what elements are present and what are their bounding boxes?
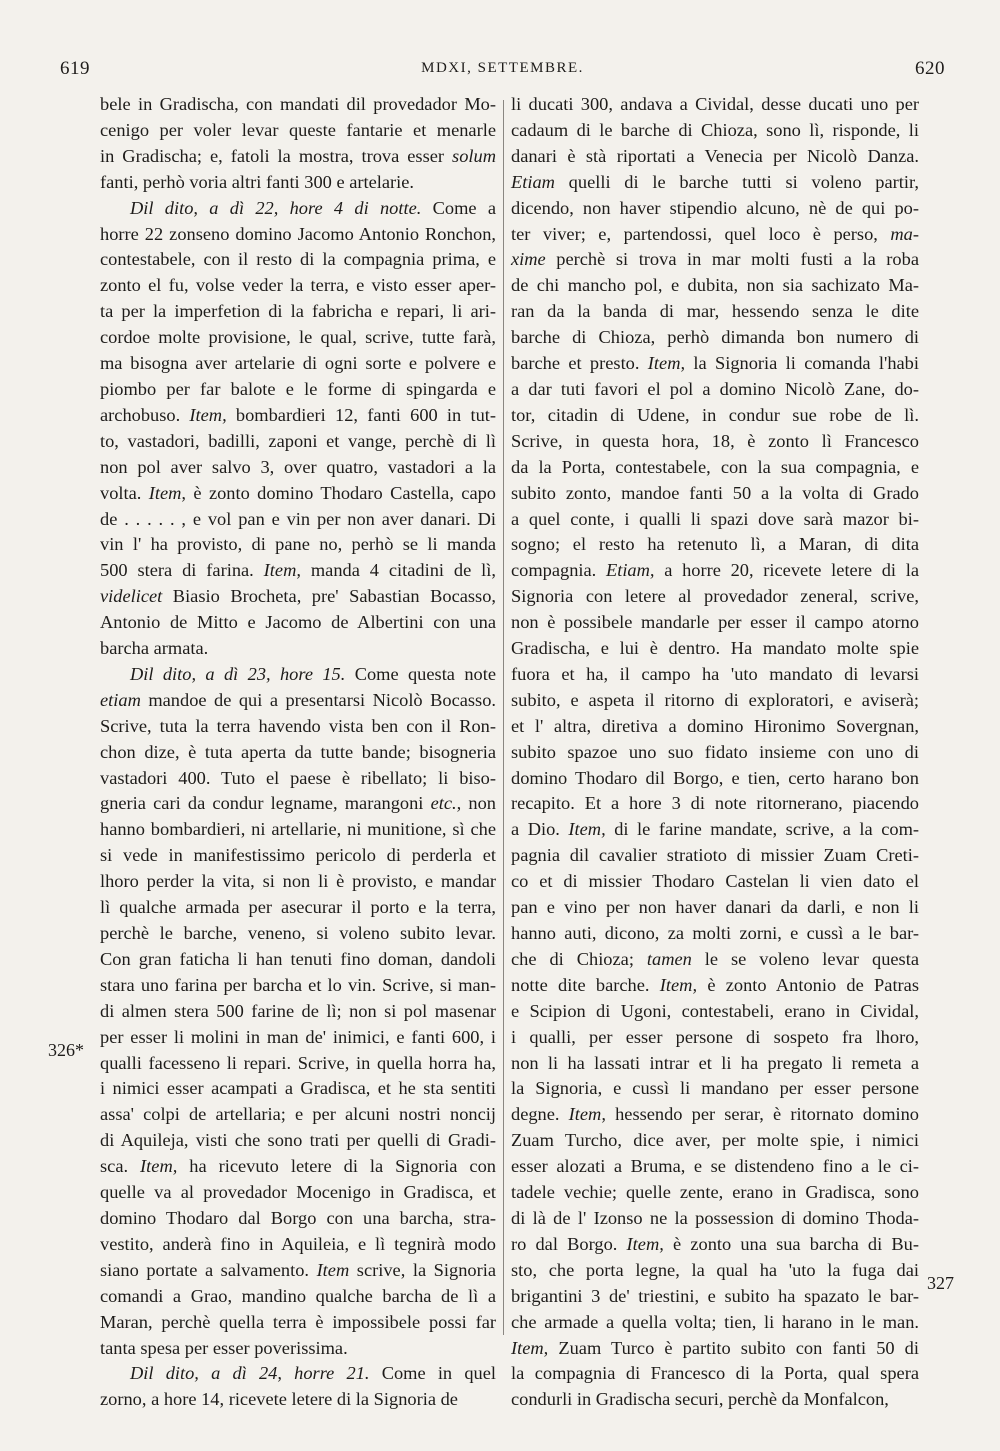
italic-text: etiam	[100, 689, 141, 710]
text-segment: ma bisogna aver artelarie di ogni sorte e polvere e	[100, 353, 496, 374]
text-line	[100, 584, 496, 610]
text-segment: sto, che porta legne, la qual ha 'uto la fuga dai	[511, 1259, 919, 1280]
text-line	[100, 688, 496, 714]
text-segment: barche et presto.	[511, 353, 648, 374]
text-segment: non è possibele mandarle per esser il campo atorno	[511, 612, 919, 633]
text-segment: mandoe de qui a presentarsi Nicolò Bocasso.	[140, 689, 496, 710]
text-segment: cordoe molte provisione, le qual, scrive, tutte farà,	[100, 327, 496, 348]
text-line	[511, 351, 919, 377]
text-segment: è zonto una sua barcha di Bu-	[663, 1233, 919, 1254]
italic-text: Dil dito, a dì 23, hore 15.	[130, 663, 346, 684]
text-line	[511, 1310, 919, 1336]
text-segment: Scrive, in questa hora, 18, è zonto lì Francesco	[511, 430, 919, 451]
italic-text: solum	[452, 145, 496, 166]
text-line	[100, 532, 496, 558]
text-segment: ran da la banda di mar, hessendo senza le dite	[511, 301, 919, 322]
text-line	[100, 662, 496, 688]
text-segment: assa' colpi de artellaria; e per alcuni nostri noncij	[100, 1104, 496, 1125]
text-line	[511, 507, 919, 533]
italic-text: Item,	[511, 1337, 549, 1358]
text-line	[100, 377, 496, 403]
text-segment: bombardieri 12, fanti 600 in tut-	[226, 404, 496, 425]
text-segment: vin l' ha provisto, di pane no, perhò se li manda	[100, 534, 496, 555]
text-segment: hanno auti, dicono, za molti zorni, e cussì a le bar-	[511, 923, 919, 943]
text-line	[511, 610, 919, 636]
italic-text: Item,	[659, 974, 698, 995]
text-line	[511, 973, 919, 999]
text-line	[511, 558, 919, 584]
text-line	[511, 791, 919, 817]
text-line	[511, 1180, 919, 1206]
italic-text: tamen	[646, 948, 692, 969]
text-line	[100, 1206, 496, 1232]
text-line	[100, 1076, 496, 1102]
running-title: MDXI, SETTEMBRE.	[421, 60, 584, 76]
margin-number-right: 327	[927, 1273, 954, 1293]
text-line	[511, 766, 919, 792]
text-line	[511, 584, 919, 610]
margin-number-left: 326*	[48, 1040, 84, 1060]
text-line	[511, 118, 919, 144]
text-segment: et l' altra, diretiva a domino Hironimo Sovergnan,	[511, 715, 919, 736]
text-line	[100, 1387, 496, 1413]
text-segment: tadele vechie; quelle zente, erano in Gradisca, sono	[511, 1182, 919, 1203]
italic-text: Item,	[263, 560, 301, 581]
text-segment: Zuam Turcho, dice aver, per molte spie, i nimici	[511, 1130, 919, 1151]
text-line	[100, 1361, 496, 1387]
text-line	[511, 662, 919, 688]
italic-text: Item,	[647, 353, 686, 374]
text-line	[511, 921, 919, 947]
text-segment: to, vastadori, badilli, zaponi et vange, perchè di lì	[100, 430, 496, 451]
text-segment: a Dio.	[511, 819, 569, 840]
text-segment: bele in Gradischa, con mandati dil provedador Mo-	[100, 94, 496, 114]
text-line	[511, 1258, 919, 1284]
text-line	[100, 429, 496, 455]
text-segment: vastadori 400. Tuto el paese è ribellato; li biso-	[100, 767, 496, 788]
text-segment: hanno bombardieri, ni artellarie, ni munitione, sì che	[100, 819, 496, 840]
text-segment: Con gran faticha li han tenuti fino doman, dandoli	[100, 948, 496, 969]
text-segment: piombo per far balote e le forme di spingarda e	[100, 378, 496, 399]
text-segment: de chi mancho pol, e dubita, non sia sachizato Ma-	[511, 275, 919, 296]
text-segment: i nimici esser acampati a Gradisca, et he sta sentiti	[100, 1078, 496, 1099]
text-segment: quelli di le barche tutti si voleno partir,	[554, 171, 919, 192]
text-segment: ha ricevuto letere di la Signoria con	[177, 1156, 496, 1177]
text-segment: si vede in manifestissimo pericolo di perderla et	[100, 845, 496, 866]
text-line	[100, 1051, 496, 1077]
text-segment: gneria cari da condur legname, marangoni	[100, 793, 431, 814]
text-segment: cadaum di le barche di Chioza, sono lì, risponde, li	[511, 119, 919, 140]
text-line	[511, 144, 919, 170]
text-segment: subito zonto, mandoe fanti 50 a la volta di Grado	[511, 482, 919, 503]
text-segment: i qualli, per esser persone di sospeto fra lhoro,	[511, 1026, 919, 1047]
text-segment: hessendo per serar, è ritornato domino	[605, 1104, 919, 1125]
text-line	[511, 817, 919, 843]
text-segment: per esser li molini in man de' inimici, e fanti 600, i	[100, 1026, 496, 1047]
text-line	[511, 196, 919, 222]
page-number-left: 619	[60, 58, 90, 79]
text-segment: archobuso.	[100, 404, 190, 425]
text-segment: è zonto domino Thodaro Castella, capo	[186, 482, 497, 503]
text-segment: siano portate a salvamento.	[100, 1259, 317, 1280]
text-segment: dicendo, non haver stipendio alcuno, nè de qui po-	[511, 197, 919, 218]
text-line	[511, 377, 919, 403]
text-line	[100, 1336, 496, 1362]
italic-text: Item,	[140, 1156, 178, 1177]
text-line	[511, 1284, 919, 1310]
text-segment: manda 4 citadini de lì,	[300, 560, 496, 581]
text-line	[511, 843, 919, 869]
text-line	[100, 766, 496, 792]
text-segment: domino Thodaro dil Borgo, e tien, certo harano bon	[511, 767, 919, 788]
text-line	[511, 1232, 919, 1258]
text-line	[100, 1154, 496, 1180]
text-segment: fanti, perhò voria altri fanti 300 e artelarie.	[100, 171, 415, 192]
text-segment: di là de l' Izonso ne la possession di domino Thoda-	[511, 1207, 919, 1228]
column-divider	[503, 100, 504, 1335]
text-segment: fuora et ha, il campo ha 'uto mandato di levarsi	[511, 663, 919, 684]
text-segment: perchè si trova in mar molti fusti a la roba	[545, 249, 919, 270]
text-line	[511, 299, 919, 325]
italic-text: Etiam	[511, 171, 555, 192]
text-line	[511, 247, 919, 273]
text-segment: la compagnia di Francesco di la Porta, qual spera	[511, 1363, 919, 1384]
text-line	[511, 273, 919, 299]
text-segment: lhoro perder la vita, si non li è provisto, e mandar	[100, 871, 496, 892]
text-segment: che di Chioza;	[511, 948, 647, 969]
text-segment: di le farine mandate, scrive, a la com-	[605, 819, 919, 840]
text-line	[100, 118, 496, 144]
text-line	[511, 1128, 919, 1154]
text-segment: non	[461, 793, 497, 814]
text-line	[100, 714, 496, 740]
text-line	[100, 1128, 496, 1154]
text-segment: scrive, la Signoria	[349, 1259, 496, 1280]
text-segment: Scrive, tuta la terra havendo vista ben con il Ron-	[100, 715, 496, 736]
text-line	[511, 1025, 919, 1051]
text-segment: degne.	[511, 1104, 569, 1125]
text-segment: Come a	[421, 197, 496, 218]
text-line	[100, 895, 496, 921]
text-segment: Come questa note	[345, 663, 496, 684]
text-segment: recapito. Et a hore 3 di note ritornerano, piacendo	[511, 793, 919, 814]
italic-text: Dil dito, a dì 24, horre 21.	[130, 1363, 370, 1384]
text-line	[100, 325, 496, 351]
text-line	[511, 1336, 919, 1362]
text-segment: a quel conte, i qualli li spazi dove sarà mazor bi-	[511, 508, 919, 529]
text-segment: notte dite barche.	[511, 974, 660, 995]
text-segment: a horre 20, ricevete letere di la	[654, 560, 919, 581]
text-segment: pagnia dil cavalier stratioto di missier Zuam Creti-	[511, 845, 919, 866]
text-line	[511, 999, 919, 1025]
text-segment: non pol aver salvo 3, over quatro, vastadori a la	[100, 456, 496, 477]
text-segment: a dar tuti favori el pol a domino Nicolò Zane, do-	[511, 378, 919, 399]
left-column	[100, 92, 496, 1413]
text-line	[511, 895, 919, 921]
text-line	[511, 455, 919, 481]
text-segment: chon dize, è tuta aperta da tutte bande; bisogneria	[100, 741, 496, 762]
right-column	[511, 92, 919, 1413]
text-line	[511, 532, 919, 558]
italic-text: Item,	[568, 819, 606, 840]
text-line	[100, 843, 496, 869]
text-segment: ter viver; e, partendossi, quel loco è perso,	[511, 223, 891, 244]
text-segment: vestito, anderà fino in Aquileia, e lì tegnirà modo	[100, 1233, 496, 1254]
text-segment: volta.	[100, 482, 149, 503]
text-line	[511, 481, 919, 507]
text-segment: li ducati 300, andava a Cividal, desse ducati uno per	[511, 94, 919, 114]
text-segment: Biasio Brocheta, pre' Sabastian Bocasso,	[162, 586, 496, 607]
text-line	[100, 947, 496, 973]
text-line	[511, 636, 919, 662]
page-number-right: 620	[915, 58, 945, 79]
text-segment: pan e vino per non haver danari da darli, e non li	[511, 897, 919, 918]
text-line	[100, 1180, 496, 1206]
text-segment: brigantini 3 de' triestini, e subito ha spazato le bar-	[511, 1285, 919, 1306]
italic-text: Etiam,	[605, 560, 655, 581]
text-segment: Come in quel	[369, 1363, 496, 1384]
text-segment: di Aquileja, visti che sono trati per quelli di Gradi-	[100, 1130, 496, 1151]
text-line	[100, 1258, 496, 1284]
text-line	[100, 92, 496, 118]
text-segment: la Signoria, e cussì li mandano per esser persone	[511, 1078, 919, 1099]
text-line	[100, 740, 496, 766]
text-segment: da la Porta, contestabele, con la sua compagnia, e	[511, 456, 919, 477]
text-line	[511, 688, 919, 714]
text-line	[511, 1154, 919, 1180]
italic-text: etc.,	[430, 793, 462, 814]
text-segment: e Scipion di Ugoni, contestabeli, erano in Cividal,	[511, 1000, 919, 1021]
text-segment: Maran, perchè quella terra è impossibele possi far	[100, 1311, 496, 1332]
text-segment: in Gradischa; e, fatoli la mostra, trova esser	[100, 145, 453, 166]
text-line	[511, 947, 919, 973]
text-segment: domino Thodaro dal Borgo con una barcha, stra-	[100, 1207, 496, 1228]
text-line	[511, 325, 919, 351]
text-line	[100, 222, 496, 248]
text-line	[100, 1310, 496, 1336]
text-segment: de . . . . . , e vol pan e vin per non aver danari. Di	[100, 508, 496, 529]
italic-text: Item,	[626, 1233, 664, 1254]
text-segment: subito spazoe uno suo fidato insieme con uno di	[511, 741, 919, 762]
text-segment: Signoria con letere al provedador zeneral, scrive,	[511, 586, 919, 607]
text-segment: di almen stera 500 farine de lì; non si pol masenar	[100, 1000, 496, 1021]
italic-text: videlicet	[100, 586, 163, 607]
text-line	[511, 740, 919, 766]
text-segment: perchè le barche, veneno, si voleno subito levar.	[100, 923, 496, 943]
text-segment: tor, citadin di Udene, in condur sue robe de lì.	[511, 404, 919, 425]
text-line	[100, 144, 496, 170]
text-segment: compagnia.	[511, 560, 606, 581]
text-line	[100, 273, 496, 299]
text-segment: ro dal Borgo.	[511, 1233, 627, 1254]
text-segment: zorno, a hore 14, ricevete letere di la Signoria de	[100, 1389, 458, 1410]
italic-text: Item,	[148, 482, 187, 503]
text-segment: barcha armata.	[100, 638, 209, 659]
text-segment: le se voleno levar questa	[691, 948, 919, 969]
text-line	[100, 455, 496, 481]
text-line	[100, 1232, 496, 1258]
text-line	[511, 869, 919, 895]
text-line	[100, 817, 496, 843]
text-line	[100, 1284, 496, 1310]
text-segment: sogno; el resto ha retenuto lì, a Maran, di dita	[511, 534, 919, 555]
text-line	[100, 610, 496, 636]
italic-text: ma-	[890, 223, 919, 244]
text-segment: quelle va al provedador Mocenigo in Gradisca, et	[100, 1182, 496, 1203]
text-segment: condurli in Gradischa securi, perchè da Monfalcon,	[511, 1389, 889, 1410]
text-line	[511, 1051, 919, 1077]
text-line	[511, 429, 919, 455]
text-line	[100, 247, 496, 273]
text-segment: danari è stà riportati a Venecia per Nicolò Danza.	[511, 145, 919, 166]
text-segment: comandi a Grao, mandino qualche barcha de lì a	[100, 1285, 496, 1306]
text-line	[100, 558, 496, 584]
text-line	[511, 1102, 919, 1128]
text-line	[100, 636, 496, 662]
text-line	[511, 170, 919, 196]
text-line	[100, 299, 496, 325]
text-segment: co et di missier Thodaro Castelan li vien dato el	[511, 871, 919, 892]
italic-text: Item,	[568, 1104, 606, 1125]
text-line	[100, 1025, 496, 1051]
text-segment: cenigo per voler levar queste fantarie et menarle	[100, 119, 496, 140]
text-segment: non li ha lassati intrar et li ha pregato li remeta a	[511, 1052, 919, 1073]
text-segment: contestabele, con il resto di la compagnia prima, e	[100, 249, 496, 270]
text-line	[100, 791, 496, 817]
text-line	[511, 1361, 919, 1387]
text-segment: lì qualche armada per asecurar il porto e la terra,	[100, 897, 496, 918]
text-segment: ta per la imperfetion di la fabricha e repari, li ari-	[100, 301, 496, 322]
text-segment: zonto el fu, volse veder la terra, e visto esser aper-	[100, 275, 496, 296]
text-segment: Gradischa, e lui è dentro. Ha mandato molte spie	[511, 638, 919, 659]
text-line	[511, 1206, 919, 1232]
italic-text: Dil dito, a dì 22, hore 4 di notte.	[130, 197, 422, 218]
text-segment: horre 22 zonseno domino Jacomo Antonio Ronchon,	[100, 223, 496, 244]
text-line	[511, 1076, 919, 1102]
text-segment: che armade a quella volta; tien, li harano in le man.	[511, 1311, 919, 1332]
text-line	[511, 1387, 919, 1413]
text-line	[100, 196, 496, 222]
text-line	[100, 170, 496, 196]
text-segment: 500 stera di farina.	[100, 560, 264, 581]
text-line	[511, 714, 919, 740]
text-line	[100, 1102, 496, 1128]
italic-text: xime	[511, 249, 546, 270]
text-line	[100, 921, 496, 947]
text-segment: Antonio de Mitto e Jacomo de Albertini con una	[100, 612, 496, 633]
text-segment: sca.	[100, 1156, 141, 1177]
text-line	[511, 92, 919, 118]
text-line	[100, 351, 496, 377]
text-segment: la Signoria li comanda l'habi	[685, 353, 919, 374]
text-line	[100, 403, 496, 429]
text-line	[100, 999, 496, 1025]
running-header	[60, 58, 945, 84]
text-line	[100, 869, 496, 895]
italic-text: Item	[316, 1259, 350, 1280]
text-segment: è zonto Antonio de Patras	[697, 974, 919, 995]
text-line	[100, 507, 496, 533]
text-line	[511, 403, 919, 429]
text-segment: qualli facesseno li repari. Scrive, in quella horra ha,	[100, 1052, 496, 1073]
text-segment: Zuam Turco è partito subito con fanti 50 di	[548, 1337, 919, 1358]
text-line	[100, 481, 496, 507]
text-segment: tanta spesa per esser poverissima.	[100, 1337, 348, 1358]
text-line	[511, 222, 919, 248]
text-segment: subito, e aspeta il ritorno di exploratori, e aviserà;	[511, 689, 919, 710]
text-segment: barche di Chioza, perhò dimanda bon numero di	[511, 327, 919, 348]
text-line	[100, 973, 496, 999]
text-segment: stara uno farina per barcha et lo vin. Scrive, si man-	[100, 974, 496, 995]
italic-text: Item,	[189, 404, 227, 425]
text-segment: esser alozati a Bruma, e se distendeno fino a le ci-	[511, 1156, 919, 1177]
